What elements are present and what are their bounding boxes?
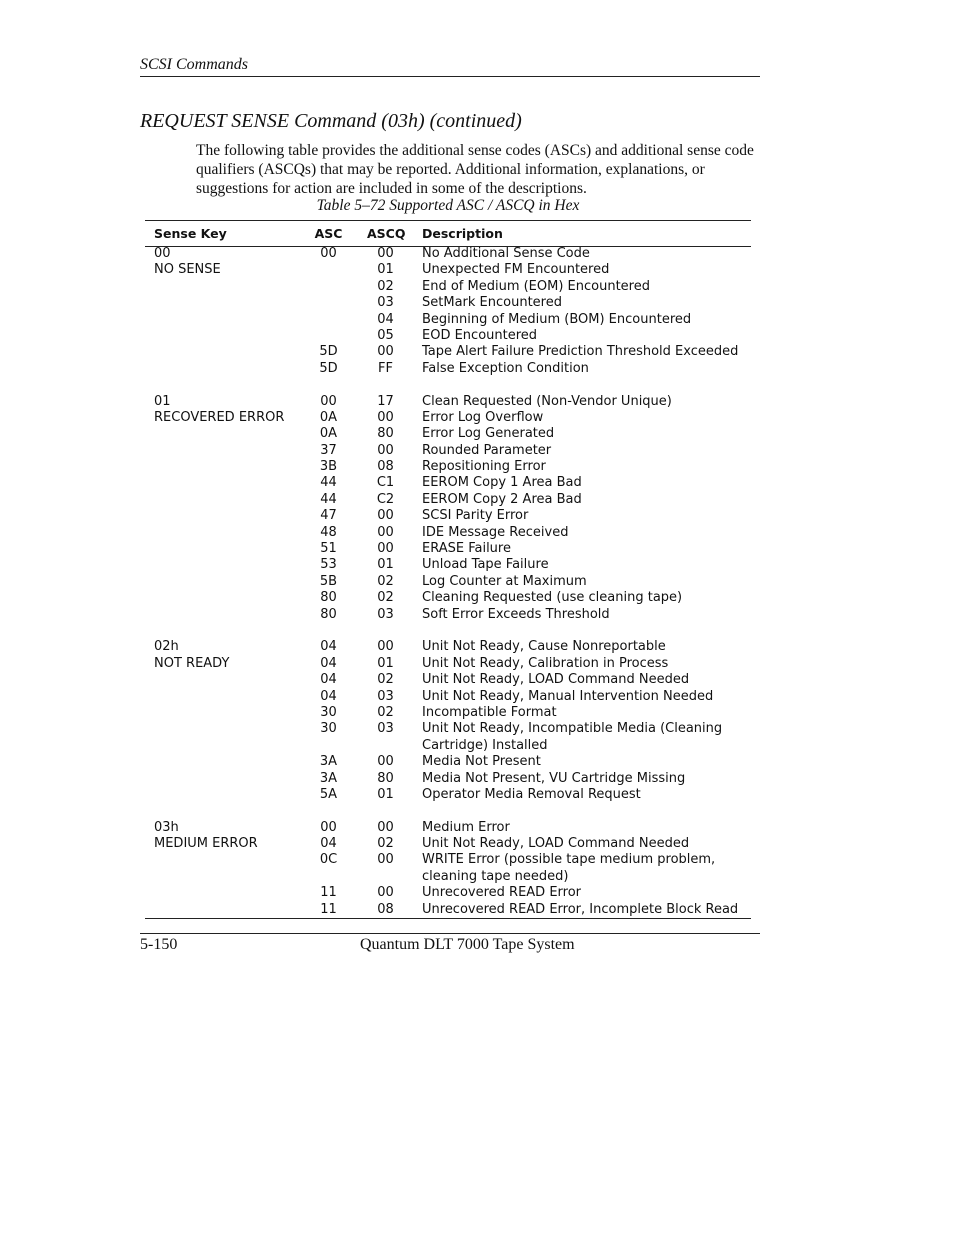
description-cell: IDE Message Received bbox=[422, 524, 569, 540]
description-cell: Unrecovered READ Error bbox=[422, 885, 582, 901]
table-row bbox=[145, 394, 751, 410]
description-cell: Medium Error bbox=[422, 819, 510, 835]
description-cell: Error Log Generated bbox=[422, 426, 555, 442]
description-cell: False Exception Condition bbox=[422, 360, 589, 376]
sense-key-cell: 00 bbox=[154, 246, 171, 261]
table-row bbox=[145, 836, 751, 852]
header-description: Description bbox=[422, 226, 503, 241]
asc-cell: 00 bbox=[320, 246, 337, 261]
ascq-cell: 02 bbox=[377, 278, 394, 294]
page-number: 5-150 bbox=[140, 936, 178, 953]
description-cell: Incompatible Format bbox=[422, 704, 557, 720]
table-row bbox=[145, 754, 751, 770]
table-row bbox=[145, 295, 751, 311]
asc-cell: 04 bbox=[320, 836, 337, 852]
asc-cell: 5B bbox=[319, 573, 338, 589]
description-cell: Rounded Parameter bbox=[422, 442, 552, 458]
table-row bbox=[145, 475, 751, 491]
ascq-cell: 80 bbox=[377, 770, 394, 786]
ascq-cell: C2 bbox=[376, 491, 395, 507]
description-cell: Unit Not Ready, Cause Nonreportable bbox=[422, 639, 666, 655]
table-row bbox=[145, 492, 751, 508]
description-cell: End of Medium (EOM) Encountered bbox=[422, 278, 650, 294]
asc-cell: 5D bbox=[319, 344, 338, 360]
sense-key-cell: NO SENSE bbox=[154, 262, 221, 278]
asc-cell: 00 bbox=[320, 393, 337, 409]
section-title: REQUEST SENSE Command (03h) (continued) bbox=[140, 110, 522, 132]
ascq-cell: 08 bbox=[377, 459, 394, 475]
description-cell: SCSI Parity Error bbox=[422, 508, 529, 524]
asc-cell: 80 bbox=[320, 606, 337, 622]
table-row bbox=[145, 721, 751, 737]
ascq-cell: 00 bbox=[377, 508, 394, 524]
ascq-cell: 01 bbox=[377, 786, 394, 802]
asc-cell: 53 bbox=[320, 557, 337, 573]
table-row bbox=[145, 869, 751, 885]
row-spacer bbox=[145, 377, 751, 393]
ascq-cell: 00 bbox=[377, 852, 394, 868]
table-row bbox=[145, 410, 751, 426]
asc-cell: 00 bbox=[320, 819, 337, 835]
sense-key-cell: 01 bbox=[154, 393, 171, 409]
asc-cell: 11 bbox=[320, 885, 337, 901]
table-row bbox=[145, 885, 751, 901]
asc-cell: 47 bbox=[320, 508, 337, 524]
ascq-cell: 00 bbox=[377, 885, 394, 901]
table-body bbox=[145, 246, 751, 918]
ascq-cell: 03 bbox=[377, 721, 394, 737]
intro-paragraph: The following table provides the additional sense codes (ASCs) and additional sense code qualifiers (ASCQs) that may be reported. Additional information, explanations, or suggestions for action are included in some of the descriptions. bbox=[196, 142, 754, 197]
ascq-cell: FF bbox=[378, 360, 393, 376]
table-row bbox=[145, 607, 751, 623]
footer-rule bbox=[140, 933, 760, 934]
table-row bbox=[145, 689, 751, 705]
description-cell: Unit Not Ready, Incompatible Media (Cleaning bbox=[422, 721, 723, 737]
description-cell: Media Not Present bbox=[422, 754, 541, 770]
ascq-cell: 04 bbox=[377, 311, 394, 327]
table-row bbox=[145, 262, 751, 278]
table-row bbox=[145, 771, 751, 787]
ascq-cell: 01 bbox=[377, 655, 394, 671]
ascq-cell: 00 bbox=[377, 639, 394, 655]
table-row bbox=[145, 328, 751, 344]
table-row bbox=[145, 541, 751, 557]
asc-cell: 80 bbox=[320, 590, 337, 606]
asc-cell: 44 bbox=[320, 491, 337, 507]
description-cell: Beginning of Medium (BOM) Encountered bbox=[422, 311, 692, 327]
table-row bbox=[145, 344, 751, 360]
asc-cell: 3A bbox=[319, 754, 338, 770]
description-cell: ERASE Failure bbox=[422, 541, 511, 557]
description-cell: Log Counter at Maximum bbox=[422, 573, 587, 589]
table-row bbox=[145, 852, 751, 868]
ascq-cell: 03 bbox=[377, 688, 394, 704]
ascq-cell: 02 bbox=[377, 836, 394, 852]
ascq-cell: 00 bbox=[377, 819, 394, 835]
table-row bbox=[145, 279, 751, 295]
ascq-cell: 02 bbox=[377, 704, 394, 720]
ascq-cell: 02 bbox=[377, 590, 394, 606]
table-row bbox=[145, 459, 751, 475]
ascq-cell: 00 bbox=[377, 344, 394, 360]
sense-key-cell: 03h bbox=[154, 819, 179, 835]
asc-cell: 44 bbox=[320, 475, 337, 491]
asc-cell: 04 bbox=[320, 639, 337, 655]
description-cell: WRITE Error (possible tape medium problem, bbox=[422, 852, 716, 868]
table-row bbox=[145, 361, 751, 377]
description-cell: Unexpected FM Encountered bbox=[422, 262, 610, 278]
ascq-cell: 17 bbox=[377, 393, 394, 409]
description-cell: Tape Alert Failure Prediction Threshold Exceeded bbox=[422, 344, 739, 360]
table-row bbox=[145, 738, 751, 754]
description-cell: Unit Not Ready, Calibration in Process bbox=[422, 655, 669, 671]
description-cell: EEROM Copy 2 Area Bad bbox=[422, 491, 582, 507]
asc-cell: 48 bbox=[320, 524, 337, 540]
ascq-cell: 00 bbox=[377, 541, 394, 557]
table-row bbox=[145, 246, 751, 262]
table-row bbox=[145, 820, 751, 836]
footer-title: Quantum DLT 7000 Tape System bbox=[360, 936, 575, 953]
ascq-cell: 00 bbox=[377, 524, 394, 540]
asc-cell: 30 bbox=[320, 704, 337, 720]
table-row bbox=[145, 574, 751, 590]
table-row bbox=[145, 443, 751, 459]
ascq-cell: 03 bbox=[377, 606, 394, 622]
row-spacer bbox=[145, 623, 751, 639]
ascq-cell: 00 bbox=[377, 246, 394, 261]
table-row bbox=[145, 525, 751, 541]
header-ascq: ASCQ bbox=[367, 226, 406, 241]
description-cell: cleaning tape needed) bbox=[422, 868, 569, 884]
table-caption: Table 5–72 Supported ASC / ASCQ in Hex bbox=[316, 197, 580, 214]
ascq-cell: 03 bbox=[377, 295, 394, 311]
asc-ascq-table bbox=[145, 224, 751, 918]
asc-cell: 11 bbox=[320, 901, 337, 917]
asc-cell: 5A bbox=[319, 786, 338, 802]
description-cell: Unrecovered READ Error, Incomplete Block Read bbox=[422, 901, 739, 917]
ascq-cell: 00 bbox=[377, 754, 394, 770]
running-header: SCSI Commands bbox=[140, 56, 249, 73]
ascq-cell: 01 bbox=[377, 262, 394, 278]
asc-cell: 0A bbox=[319, 409, 338, 425]
ascq-cell: 80 bbox=[377, 426, 394, 442]
description-cell: Operator Media Removal Request bbox=[422, 786, 641, 802]
description-cell: No Additional Sense Code bbox=[422, 246, 590, 261]
description-cell: Soft Error Exceeds Threshold bbox=[422, 606, 610, 622]
sense-key-cell: RECOVERED ERROR bbox=[154, 409, 285, 425]
header-rule bbox=[140, 76, 760, 77]
table-header-row bbox=[145, 224, 751, 246]
table-row bbox=[145, 590, 751, 606]
description-cell: Repositioning Error bbox=[422, 459, 546, 475]
asc-cell: 3B bbox=[319, 459, 338, 475]
description-cell: Cleaning Requested (use cleaning tape) bbox=[422, 590, 683, 606]
sense-key-cell: 02h bbox=[154, 639, 179, 655]
table-row bbox=[145, 426, 751, 442]
asc-cell: 04 bbox=[320, 688, 337, 704]
asc-cell: 04 bbox=[320, 655, 337, 671]
sense-key-cell: NOT READY bbox=[154, 655, 230, 671]
asc-cell: 0C bbox=[319, 852, 338, 868]
asc-cell: 51 bbox=[320, 541, 337, 557]
description-cell: Error Log Overflow bbox=[422, 409, 544, 425]
description-cell: Unload Tape Failure bbox=[422, 557, 549, 573]
header-asc: ASC bbox=[314, 226, 343, 241]
table-row bbox=[145, 672, 751, 688]
table-row bbox=[145, 312, 751, 328]
table-top-rule bbox=[145, 220, 751, 221]
asc-cell: 5D bbox=[319, 360, 338, 376]
asc-cell: 04 bbox=[320, 672, 337, 688]
ascq-cell: C1 bbox=[376, 475, 395, 491]
asc-cell: 30 bbox=[320, 721, 337, 737]
table-row bbox=[145, 639, 751, 655]
description-cell: SetMark Encountered bbox=[422, 295, 562, 311]
table-row bbox=[145, 787, 751, 803]
table-row bbox=[145, 902, 751, 918]
description-cell: Unit Not Ready, LOAD Command Needed bbox=[422, 672, 690, 688]
description-cell: Clean Requested (Non-Vendor Unique) bbox=[422, 393, 672, 409]
sense-key-cell: MEDIUM ERROR bbox=[154, 836, 258, 852]
ascq-cell: 00 bbox=[377, 409, 394, 425]
ascq-cell: 08 bbox=[377, 901, 394, 917]
table-row bbox=[145, 557, 751, 573]
description-cell: Unit Not Ready, Manual Intervention Needed bbox=[422, 688, 714, 704]
description-cell: Media Not Present, VU Cartridge Missing bbox=[422, 770, 686, 786]
asc-cell: 0A bbox=[319, 426, 338, 442]
table-row bbox=[145, 508, 751, 524]
ascq-cell: 02 bbox=[377, 573, 394, 589]
description-cell: EOD Encountered bbox=[422, 327, 538, 343]
ascq-cell: 05 bbox=[377, 327, 394, 343]
description-cell: EEROM Copy 1 Area Bad bbox=[422, 475, 582, 491]
ascq-cell: 00 bbox=[377, 442, 394, 458]
row-spacer bbox=[145, 803, 751, 819]
table-row bbox=[145, 656, 751, 672]
asc-cell: 3A bbox=[319, 770, 338, 786]
asc-cell: 37 bbox=[320, 442, 337, 458]
description-cell: Cartridge) Installed bbox=[422, 737, 548, 753]
table-bottom-rule bbox=[145, 918, 751, 919]
table-row bbox=[145, 705, 751, 721]
description-cell: Unit Not Ready, LOAD Command Needed bbox=[422, 836, 690, 852]
header-sense-key: Sense Key bbox=[154, 226, 227, 241]
ascq-cell: 01 bbox=[377, 557, 394, 573]
ascq-cell: 02 bbox=[377, 672, 394, 688]
